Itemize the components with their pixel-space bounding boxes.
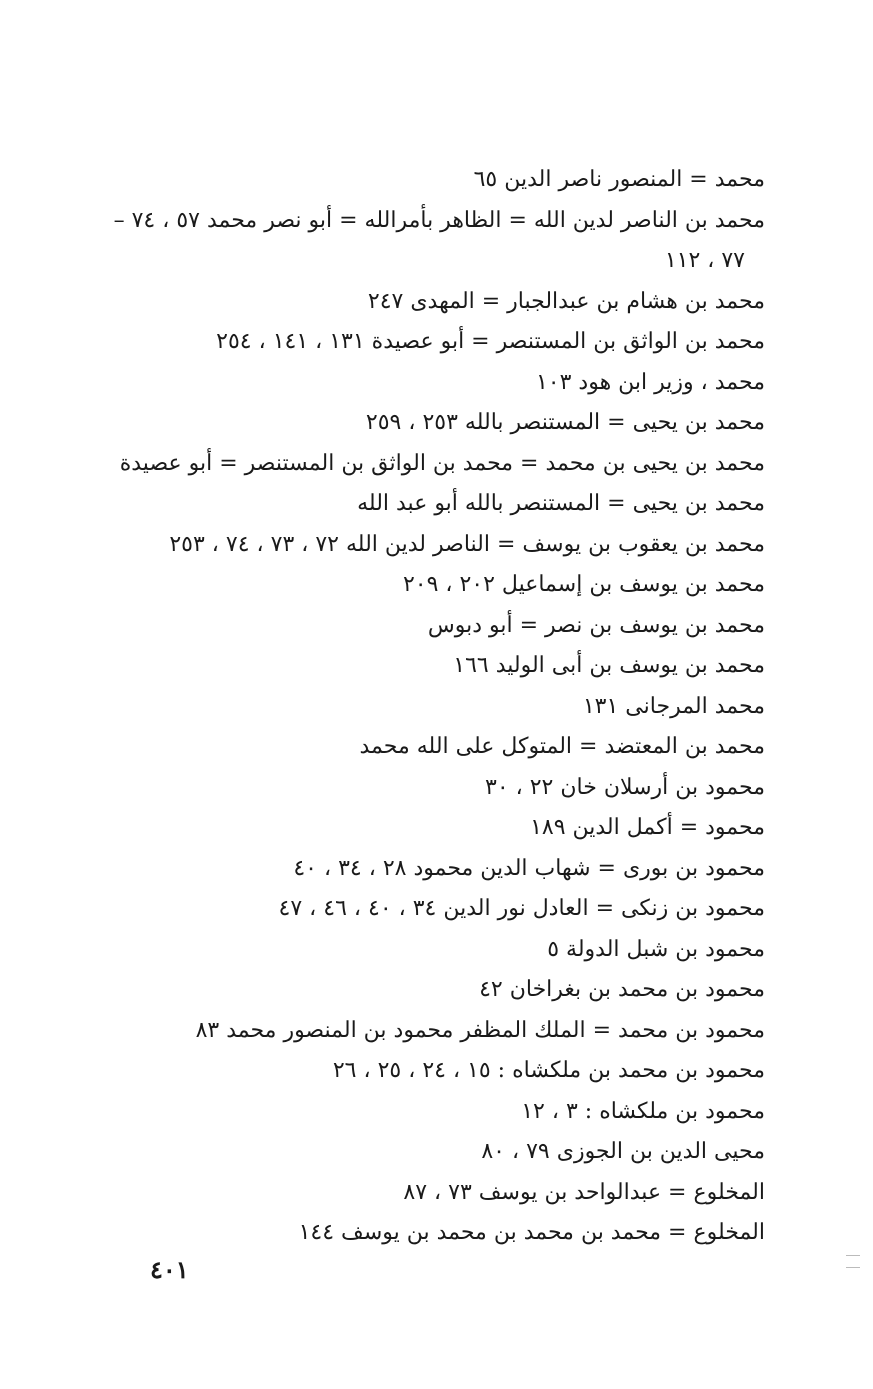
- index-entry-text: محمد بن يوسف بن إسماعيل ٢٠٢ ، ٢٠٩: [402, 572, 765, 597]
- index-entry-text: محمود بن ملكشاه : ٣ ، ١٢: [521, 1098, 765, 1124]
- index-entry-text: محمود بن محمد بن ملكشاه : ١٥ ، ٢٤ ، ٢٥ ، ٢٦: [332, 1058, 765, 1083]
- index-entry-text: محمود بن زنكى = العادل نور الدين ٣٤ ، ٤٠ ، ٤٦ ، ٤٧: [278, 896, 765, 921]
- index-entry-text: محمود بن شبل الدولة ٥: [547, 936, 765, 962]
- index-entry-text: محمد بن المعتضد = المتوكل على الله محمد: [359, 734, 765, 759]
- index-entry: [85, 727, 765, 768]
- index-entry: [85, 1173, 765, 1214]
- index-entry: [85, 646, 765, 687]
- index-entry: [85, 1011, 765, 1052]
- index-entry: [85, 889, 765, 930]
- index-entry-text: محمد بن يعقوب بن يوسف = الناصر لدين الله ٧٢ ، ٧٣ ، ٧٤ ، ٢٥٣: [169, 531, 765, 557]
- index-entry: [85, 930, 765, 971]
- index-entry-text: محمد المرجانى ١٣١: [582, 693, 765, 719]
- page-number: ٤٠١: [150, 1255, 189, 1284]
- index-entry: [85, 525, 765, 566]
- index-entry-text: محمد = المنصور ناصر الدين ٦٥: [473, 167, 765, 192]
- index-entry-text: المخلوع = عبدالواحد بن يوسف ٧٣ ، ٨٧: [403, 1179, 765, 1205]
- index-entry-text: محمود بن محمد = الملك المظفر محمود بن المنصور محمد ٨٣: [195, 1017, 765, 1043]
- index-entry: [85, 687, 765, 728]
- index-list: [85, 160, 765, 1254]
- index-entry: [85, 768, 765, 809]
- index-entry: [85, 970, 765, 1011]
- index-entry: [85, 606, 765, 647]
- edge-mark: [846, 1255, 860, 1256]
- index-entry: [85, 444, 765, 485]
- index-entry: [85, 849, 765, 890]
- index-entry-text: محمود بن محمد بن بغراخان ٤٢: [479, 977, 765, 1002]
- index-entry: [85, 1092, 765, 1133]
- index-entry: [85, 160, 765, 201]
- index-entry-text: محيى الدين بن الجوزى ٧٩ ، ٨٠: [481, 1139, 765, 1164]
- index-entry-text: محمد بن يوسف بن نصر = أبو دبوس: [427, 612, 765, 638]
- index-entry: [85, 1213, 765, 1254]
- index-entry-continuation: ٧٧ ، ١١٢: [664, 248, 745, 273]
- index-entry-text: محمد ، وزير ابن هود ١٠٣: [535, 369, 765, 395]
- index-entry: [85, 808, 765, 849]
- index-entry-text: محمود بن أرسلان خان ٢٢ ، ٣٠: [485, 774, 765, 800]
- index-entry: [85, 322, 765, 363]
- index-entry-text: محمد بن يحيى بن محمد = محمد بن الواثق بن المستنصر = أبو عصيدة: [119, 450, 765, 476]
- index-entry-text: المخلوع = محمد بن محمد بن محمد بن يوسف ١٤٤: [298, 1220, 765, 1245]
- index-entry: [85, 1132, 765, 1173]
- index-entry-text: محمود بن بورى = شهاب الدين محمود ٢٨ ، ٣٤ ، ٤٠: [293, 855, 765, 881]
- index-entry-text: محمد بن يحيى = المستنصر بالله ٢٥٣ ، ٢٥٩: [365, 410, 765, 435]
- index-entry-text: محمد بن يحيى = المستنصر بالله أبو عبد الله: [357, 491, 765, 516]
- index-entry-text: محمد بن الواثق بن المستنصر = أبو عصيدة ١٣١ ، ١٤١ ، ٢٥٤: [216, 329, 765, 354]
- edge-mark: [846, 1267, 860, 1268]
- index-entry-text: محمد بن الناصر لدين الله = الظاهر بأمرالله = أبو نصر محمد ٥٧ ، ٧٤ –: [113, 207, 765, 233]
- index-entry-text: محمد بن هشام بن عبدالجبار = المهدى ٢٤٧: [367, 288, 765, 314]
- index-entry-text: محمود = أكمل الدين ١٨٩: [530, 815, 765, 840]
- index-entry: [85, 363, 765, 404]
- index-entry: [85, 565, 765, 606]
- index-entry-text: محمد بن يوسف بن أبى الوليد ١٦٦: [453, 653, 765, 678]
- index-entry: [85, 403, 765, 444]
- index-entry: [85, 484, 765, 525]
- index-entry: [85, 1051, 765, 1092]
- index-entry: [85, 282, 765, 323]
- index-entry: [85, 201, 765, 282]
